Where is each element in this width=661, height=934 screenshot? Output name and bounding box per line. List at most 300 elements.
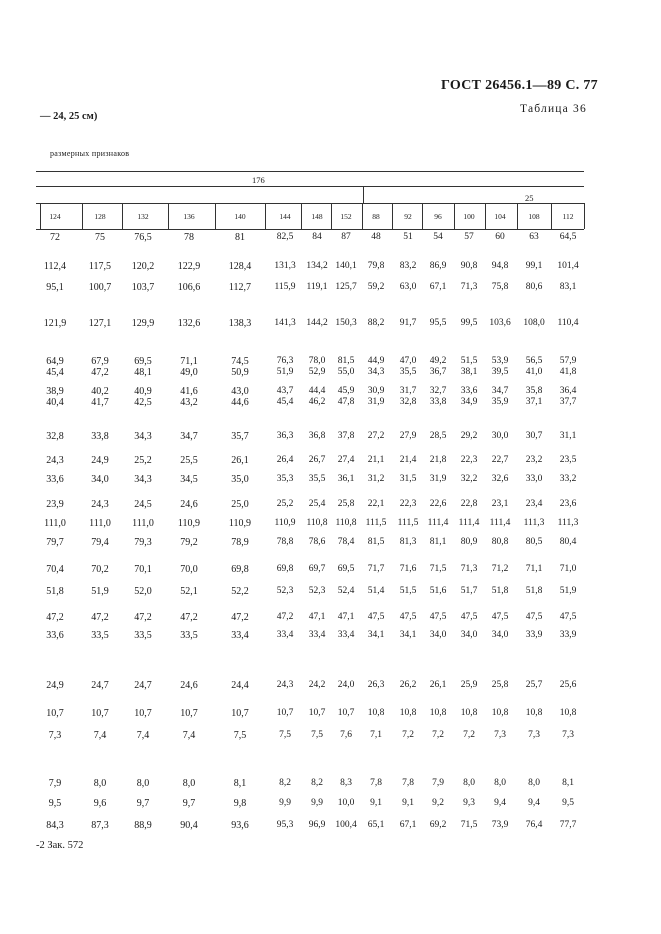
column-header: 88 [372, 212, 380, 221]
table-cell: 30,9 [367, 386, 385, 396]
table-cell: 78,4 [337, 537, 355, 547]
table-cell: 8,3 [340, 778, 352, 788]
table-cell: 23,2 [525, 455, 543, 465]
table-cell: 26,7 [308, 455, 326, 465]
table-cell: 80,4 [559, 537, 577, 547]
table-cell: 7,5 [233, 730, 247, 741]
table-cell: 111,3 [557, 518, 579, 528]
table-cell: 8,0 [93, 778, 107, 789]
table-cell: 35,5 [308, 474, 326, 484]
table-cell: 26,1 [231, 455, 249, 466]
table-cell: 70,0 [180, 564, 198, 575]
table-cell: 33,4 [276, 630, 294, 640]
table-cell: 81,3 [399, 537, 417, 547]
table-cell: 51,5 [399, 586, 417, 596]
table-cell: 23,9 [46, 499, 64, 510]
table-cell: 10,8 [460, 708, 478, 718]
table-cell: 7,3 [528, 730, 540, 740]
table-cell: 37,1 [525, 397, 543, 407]
column-header: 152 [340, 212, 352, 221]
table-cell: 71,2 [491, 564, 509, 574]
table-cell: 71,1 [180, 356, 198, 367]
table-cell: 7,3 [494, 730, 506, 740]
column-divider [584, 203, 585, 229]
table-cell: 44,9 [367, 356, 385, 366]
table-cell: 54 [433, 232, 443, 242]
table-cell: 47,1 [308, 612, 326, 622]
table-cell: 7,4 [136, 730, 150, 741]
table-cell: 24,9 [91, 455, 109, 466]
table-rule-group [36, 186, 584, 187]
table-cell: 7,5 [311, 730, 323, 740]
table-cell: 51 [403, 232, 413, 242]
table-cell: 34,3 [134, 431, 152, 442]
table-cell: 78,0 [308, 356, 326, 366]
table-cell: 36,1 [337, 474, 355, 484]
table-cell: 106,6 [177, 282, 201, 293]
table-cell: 132,6 [177, 318, 201, 329]
table-cell: 26,3 [367, 680, 385, 690]
table-cell: 39,5 [491, 367, 509, 377]
table-cell: 41,0 [525, 367, 543, 377]
table-cell: 51,5 [460, 356, 478, 366]
table-cell: 27,9 [399, 431, 417, 441]
table-cell: 25,8 [337, 499, 355, 509]
table-cell: 35,5 [399, 367, 417, 377]
table-cell: 41,7 [91, 397, 109, 408]
table-cell: 51,9 [559, 586, 577, 596]
table-cell: 27,4 [337, 455, 355, 465]
table-cell: 33,0 [525, 474, 543, 484]
table-cell: 43,7 [276, 386, 294, 396]
table-cell: 35,0 [231, 474, 249, 485]
table-cell: 144,2 [306, 318, 328, 328]
table-cell: 51,7 [460, 586, 478, 596]
table-cell: 40,9 [134, 386, 152, 397]
table-cell: 7,9 [432, 778, 444, 788]
table-cell: 34,9 [460, 397, 478, 407]
table-cell: 64,5 [559, 232, 577, 242]
table-cell: 45,4 [276, 397, 294, 407]
table-cell: 131,3 [274, 261, 296, 271]
table-cell: 33,4 [337, 630, 355, 640]
column-divider [82, 203, 83, 229]
table-cell: 71,7 [367, 564, 385, 574]
table-cell: 83,2 [399, 261, 417, 271]
table-cell: 7,3 [48, 730, 62, 741]
table-cell: 47,2 [91, 367, 109, 378]
table-cell: 10,8 [525, 708, 543, 718]
table-cell: 22,8 [460, 499, 478, 509]
table-cell: 10,8 [429, 708, 447, 718]
column-header: 140 [234, 212, 246, 221]
table-cell: 90,4 [180, 820, 198, 831]
table-cell: 47,2 [231, 612, 249, 623]
table-cell: 21,8 [429, 455, 447, 465]
table-cell: 43,2 [180, 397, 198, 408]
table-cell: 9,6 [93, 798, 107, 809]
group-divider [363, 187, 364, 203]
table-cell: 69,5 [134, 356, 152, 367]
table-cell: 38,1 [460, 367, 478, 377]
table-cell: 24,7 [91, 680, 109, 691]
table-cell: 41,8 [559, 367, 577, 377]
table-cell: 121,9 [43, 318, 67, 329]
table-cell: 73,9 [491, 820, 509, 830]
table-cell: 74,5 [231, 356, 249, 367]
table-cell: 78,6 [308, 537, 326, 547]
table-cell: 34,5 [180, 474, 198, 485]
group-label: 176 [252, 175, 265, 185]
table-cell: 140,1 [335, 261, 357, 271]
table-cell: 47,2 [46, 612, 64, 623]
table-cell: 46,2 [308, 397, 326, 407]
table-cell: 33,5 [91, 630, 109, 641]
table-cell: 72 [50, 232, 60, 243]
table-cell: 49,2 [429, 356, 447, 366]
table-cell: 71,1 [525, 564, 543, 574]
table-cell: 9,9 [311, 798, 323, 808]
table-cell: 22,1 [367, 499, 385, 509]
table-cell: 84,3 [46, 820, 64, 831]
table-cell: 8,0 [136, 778, 150, 789]
table-cell: 125,7 [335, 282, 357, 292]
table-cell: 79,2 [180, 537, 198, 548]
table-subtitle: размерных признаков [50, 149, 130, 158]
table-cell: 10,7 [337, 708, 355, 718]
column-divider [215, 203, 216, 229]
table-cell: 35,3 [276, 474, 294, 484]
column-header: 100 [463, 212, 475, 221]
table-cell: 29,2 [460, 431, 478, 441]
table-cell: 111,0 [89, 518, 111, 529]
table-cell: 51,4 [367, 586, 385, 596]
table-cell: 51,6 [429, 586, 447, 596]
table-cell: 9,1 [370, 798, 382, 808]
column-header: 132 [137, 212, 149, 221]
table-cell: 80,6 [525, 282, 543, 292]
table-cell: 53,9 [491, 356, 509, 366]
table-cell: 35,9 [491, 397, 509, 407]
table-cell: 94,8 [491, 261, 509, 271]
table-cell: 24,2 [308, 680, 326, 690]
table-cell: 32,8 [399, 397, 417, 407]
table-cell: 7,2 [432, 730, 444, 740]
table-cell: 45,9 [337, 386, 355, 396]
column-header: 124 [49, 212, 61, 221]
table-cell: 9,4 [528, 798, 540, 808]
table-cell: 9,3 [463, 798, 475, 808]
table-cell: 111,5 [397, 518, 419, 528]
table-cell: 33,6 [46, 630, 64, 641]
table-cell: 23,4 [525, 499, 543, 509]
table-cell: 34,7 [491, 386, 509, 396]
table-cell: 7,8 [402, 778, 414, 788]
table-cell: 31,1 [559, 431, 577, 441]
table-cell: 60 [495, 232, 505, 242]
table-cell: 43,0 [231, 386, 249, 397]
table-cell: 26,4 [276, 455, 294, 465]
table-cell: 8,0 [528, 778, 540, 788]
table-cell: 48 [371, 232, 381, 242]
table-cell: 76,5 [134, 232, 152, 243]
table-cell: 96,9 [308, 820, 326, 830]
table-cell: 36,7 [429, 367, 447, 377]
column-divider [265, 203, 266, 229]
table-cell: 10,7 [231, 708, 249, 719]
table-cell: 36,3 [276, 431, 294, 441]
table-cell: 10,8 [367, 708, 385, 718]
table-cell: 31,9 [367, 397, 385, 407]
table-cell: 141,3 [274, 318, 296, 328]
table-cell: 48,1 [134, 367, 152, 378]
table-cell: 47,2 [180, 612, 198, 623]
table-cell: 101,4 [557, 261, 579, 271]
table-cell: 84 [312, 232, 322, 242]
continuation-caption: — 24, 25 см) [40, 111, 98, 122]
table-cell: 23,6 [559, 499, 577, 509]
column-header: 136 [183, 212, 195, 221]
table-cell: 30,0 [491, 431, 509, 441]
table-cell: 47,2 [134, 612, 152, 623]
table-cell: 28,5 [429, 431, 447, 441]
table-cell: 122,9 [177, 261, 201, 272]
table-cell: 71,6 [399, 564, 417, 574]
table-cell: 75,8 [491, 282, 509, 292]
table-cell: 63,0 [399, 282, 417, 292]
table-cell: 99,1 [525, 261, 543, 271]
table-cell: 10,0 [337, 798, 355, 808]
table-cell: 112,4 [43, 261, 67, 272]
table-cell: 57 [464, 232, 474, 242]
table-cell: 95,3 [276, 820, 294, 830]
table-cell: 111,0 [44, 518, 66, 529]
table-cell: 120,2 [131, 261, 155, 272]
table-cell: 10,7 [134, 708, 152, 719]
table-cell: 34,3 [134, 474, 152, 485]
table-cell: 9,8 [233, 798, 247, 809]
table-cell: 80,8 [491, 537, 509, 547]
table-cell: 33,5 [180, 630, 198, 641]
table-cell: 34,7 [180, 431, 198, 442]
table-cell: 57,9 [559, 356, 577, 366]
table-cell: 127,1 [88, 318, 112, 329]
table-cell: 33,6 [460, 386, 478, 396]
table-cell: 47,5 [559, 612, 577, 622]
group-label: 25 [525, 193, 534, 203]
table-cell: 78,8 [276, 537, 294, 547]
table-cell: 80,5 [525, 537, 543, 547]
table-cell: 24,6 [180, 499, 198, 510]
table-cell: 22,3 [399, 499, 417, 509]
table-cell: 24,3 [46, 455, 64, 466]
table-cell: 8,2 [311, 778, 323, 788]
table-cell: 40,2 [91, 386, 109, 397]
table-cell: 112,7 [228, 282, 252, 293]
table-label: Таблица 36 [520, 103, 587, 115]
table-cell: 34,0 [491, 630, 509, 640]
table-cell: 26,1 [429, 680, 447, 690]
table-cell: 111,3 [523, 518, 545, 528]
table-cell: 25,2 [276, 499, 294, 509]
table-cell: 91,7 [399, 318, 417, 328]
table-cell: 115,9 [274, 282, 296, 292]
table-cell: 110,4 [557, 318, 579, 328]
table-cell: 24,5 [134, 499, 152, 510]
table-cell: 65,1 [367, 820, 385, 830]
table-cell: 34,0 [91, 474, 109, 485]
table-cell: 25,4 [308, 499, 326, 509]
table-cell: 47,1 [337, 612, 355, 622]
table-cell: 51,8 [46, 586, 64, 597]
table-cell: 51,8 [525, 586, 543, 596]
table-cell: 70,4 [46, 564, 64, 575]
table-cell: 79,4 [91, 537, 109, 548]
table-cell: 52,3 [276, 586, 294, 596]
table-cell: 80,9 [460, 537, 478, 547]
column-header: 112 [562, 212, 574, 221]
table-cell: 7,9 [48, 778, 62, 789]
table-cell: 24,0 [337, 680, 355, 690]
table-cell: 110,8 [306, 518, 328, 528]
table-cell: 23,1 [491, 499, 509, 509]
table-cell: 117,5 [88, 261, 112, 272]
table-cell: 25,7 [525, 680, 543, 690]
table-cell: 70,2 [91, 564, 109, 575]
table-cell: 7,3 [562, 730, 574, 740]
table-cell: 7,4 [93, 730, 107, 741]
table-cell: 9,9 [279, 798, 291, 808]
table-cell: 50,9 [231, 367, 249, 378]
table-cell: 10,7 [276, 708, 294, 718]
table-cell: 52,0 [134, 586, 152, 597]
table-cell: 10,7 [46, 708, 64, 719]
table-cell: 7,1 [370, 730, 382, 740]
table-cell: 9,5 [48, 798, 62, 809]
table-cell: 36,8 [308, 431, 326, 441]
table-cell: 47,2 [276, 612, 294, 622]
table-cell: 26,2 [399, 680, 417, 690]
table-cell: 9,1 [402, 798, 414, 808]
table-cell: 47,5 [399, 612, 417, 622]
table-cell: 99,5 [460, 318, 478, 328]
table-cell: 9,7 [182, 798, 196, 809]
table-rule-top [36, 171, 584, 172]
table-cell: 8,1 [562, 778, 574, 788]
footer-note: -2 Зак. 572 [36, 840, 84, 851]
table-cell: 111,4 [458, 518, 480, 528]
table-cell: 69,5 [337, 564, 355, 574]
table-cell: 71,0 [559, 564, 577, 574]
table-cell: 67,1 [399, 820, 417, 830]
table-cell: 71,5 [460, 820, 478, 830]
table-cell: 52,2 [231, 586, 249, 597]
table-cell: 52,1 [180, 586, 198, 597]
table-cell: 33,8 [429, 397, 447, 407]
table-cell: 79,7 [46, 537, 64, 548]
table-cell: 69,8 [276, 564, 294, 574]
column-header: 128 [94, 212, 106, 221]
table-cell: 23,5 [559, 455, 577, 465]
table-cell: 21,1 [367, 455, 385, 465]
table-cell: 134,2 [306, 261, 328, 271]
table-cell: 64,9 [46, 356, 64, 367]
table-cell: 34,0 [460, 630, 478, 640]
column-header: 108 [528, 212, 540, 221]
table-cell: 77,7 [559, 820, 577, 830]
table-cell: 69,2 [429, 820, 447, 830]
table-cell: 25,9 [460, 680, 478, 690]
table-cell: 36,4 [559, 386, 577, 396]
table-cell: 44,4 [308, 386, 326, 396]
table-cell: 111,4 [489, 518, 511, 528]
table-cell: 25,8 [491, 680, 509, 690]
table-cell: 100,4 [335, 820, 357, 830]
column-divider [168, 203, 169, 229]
table-cell: 47,5 [491, 612, 509, 622]
table-cell: 70,1 [134, 564, 152, 575]
table-cell: 81 [235, 232, 245, 243]
table-cell: 35,8 [525, 386, 543, 396]
column-divider [517, 203, 518, 229]
table-cell: 71,5 [429, 564, 447, 574]
table-cell: 79,8 [367, 261, 385, 271]
table-cell: 32,2 [460, 474, 478, 484]
table-cell: 8,2 [279, 778, 291, 788]
table-cell: 8,1 [233, 778, 247, 789]
table-cell: 24,3 [91, 499, 109, 510]
table-cell: 87 [341, 232, 351, 242]
table-cell: 71,3 [460, 564, 478, 574]
table-cell: 108,0 [523, 318, 545, 328]
table-cell: 79,3 [134, 537, 152, 548]
table-cell: 67,1 [429, 282, 447, 292]
table-cell: 83,1 [559, 282, 577, 292]
table-cell: 47,5 [460, 612, 478, 622]
table-cell: 93,6 [231, 820, 249, 831]
table-cell: 24,9 [46, 680, 64, 691]
table-cell: 45,4 [46, 367, 64, 378]
table-cell: 110,8 [335, 518, 357, 528]
table-cell: 8,0 [494, 778, 506, 788]
table-cell: 51,9 [276, 367, 294, 377]
column-header: 148 [311, 212, 323, 221]
table-cell: 111,5 [365, 518, 387, 528]
table-cell: 32,8 [46, 431, 64, 442]
table-cell: 88,2 [367, 318, 385, 328]
table-cell: 33,4 [308, 630, 326, 640]
table-cell: 34,0 [429, 630, 447, 640]
table-cell: 51,9 [91, 586, 109, 597]
table-cell: 37,8 [337, 431, 355, 441]
table-cell: 128,4 [228, 261, 252, 272]
table-cell: 81,5 [337, 356, 355, 366]
table-cell: 88,9 [134, 820, 152, 831]
table-cell: 33,8 [91, 431, 109, 442]
column-header: 96 [434, 212, 442, 221]
table-cell: 22,7 [491, 455, 509, 465]
standard-title: ГОСТ 26456.1—89 С. 77 [441, 78, 598, 93]
table-cell: 110,9 [274, 518, 296, 528]
table-cell: 86,9 [429, 261, 447, 271]
table-cell: 111,4 [427, 518, 449, 528]
table-cell: 81,5 [367, 537, 385, 547]
table-cell: 51,8 [491, 586, 509, 596]
table-cell: 47,5 [525, 612, 543, 622]
table-cell: 7,6 [340, 730, 352, 740]
table-cell: 69,7 [308, 564, 326, 574]
column-header: 92 [404, 212, 412, 221]
